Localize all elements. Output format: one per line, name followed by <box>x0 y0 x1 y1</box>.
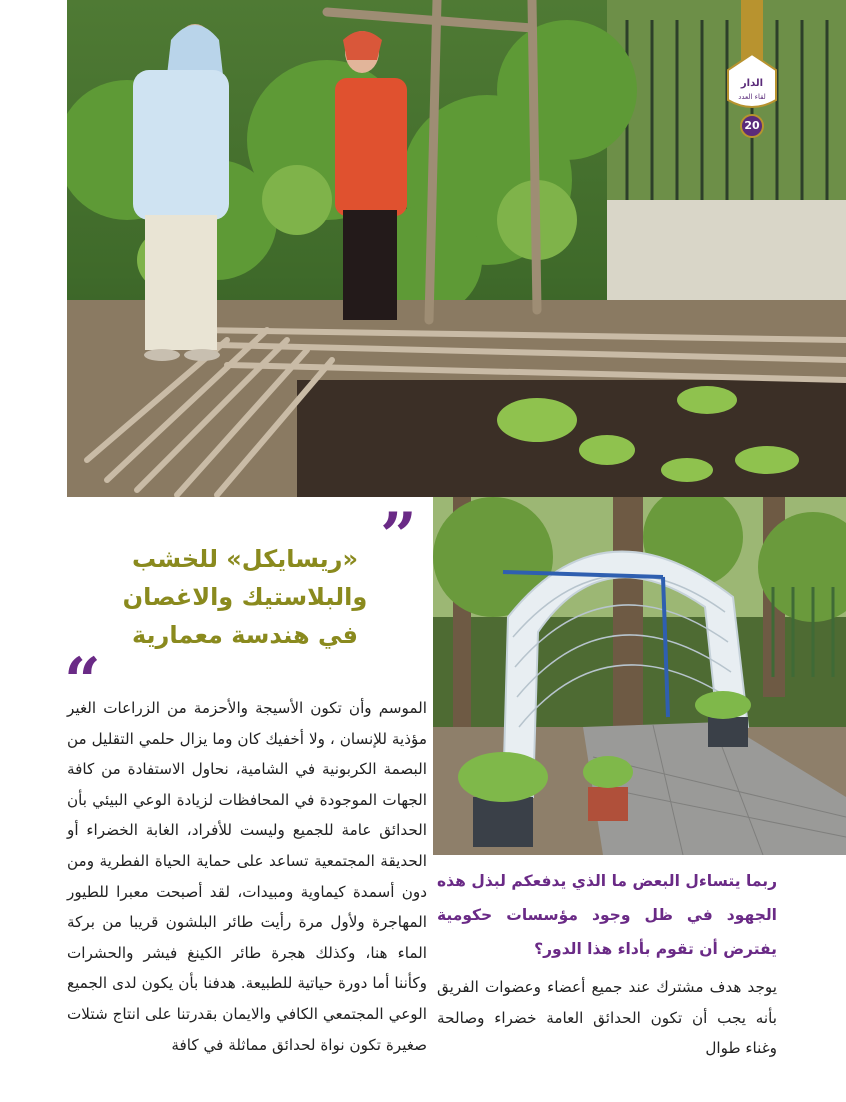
pull-quote-line: في هندسة معمارية <box>131 621 359 649</box>
article-body-right-column: يوجد هدف مشترك عند جميع أعضاء وعضوات الفريق بأنه يجب أن تكون الحدائق العامة خضراء وصالحة وغناء طوال <box>437 978 777 1058</box>
section-label: لقاء العدد <box>738 93 766 101</box>
pull-quote <box>80 540 410 654</box>
article-body-left-column: الموسم وأن تكون الأسيجة والأحزمة من الزراعات الغير مؤذية للإنسان ، ولا أخفيك كان وما يزال حلمي التقليل من البصمة الكربونية في الشامية، نحاول الاستفادة من كافة الجهات الموجودة في المحافظات لزيادة الوعي البيئي بأن الحدائق عامة للجميع وليست للأفراد، الغابة الخضراء أو الحديقة المجتمعية تساعد على حماية الحياة الفطرية ومن دون أسمدة كيماوية ومبيدات، لقد أصبحت معبرا للطيور المهاجرة ولأول مرة رأيت طائر البلشون قريبا من بركة الماء هنا، وكذلك هجرة طائر الكينغ فيشر والحشرات وكأننا أما دورة حياتية للطبيعة. هدفنا بأن يكون لدى الجميع الوعي المجتمعي الكافي والايمان بقدرتنا على انتاج شتلات صغيرة تكون نواة لحدائق مماثلة في كافة <box>67 699 427 1054</box>
closing-quote-icon: ” <box>380 499 417 574</box>
opening-quote-icon: “ <box>64 644 101 719</box>
page-badge <box>726 0 778 140</box>
interview-question: ربما يتساءل البعض ما الذي يدفعكم لبذل هذه الجهود في ظل وجود مؤسسات حكومية يفترض أن تقوم بأداء هذا الدور؟ <box>437 872 777 958</box>
page-number: 20 <box>740 114 764 138</box>
magazine-logo: الدار <box>740 78 764 89</box>
pull-quote-line: «ريسايكل» للخشب <box>132 545 358 573</box>
recycled-plastic-arch-photo <box>433 497 846 855</box>
pull-quote-line: والبلاستيك والاغصان <box>122 583 368 611</box>
